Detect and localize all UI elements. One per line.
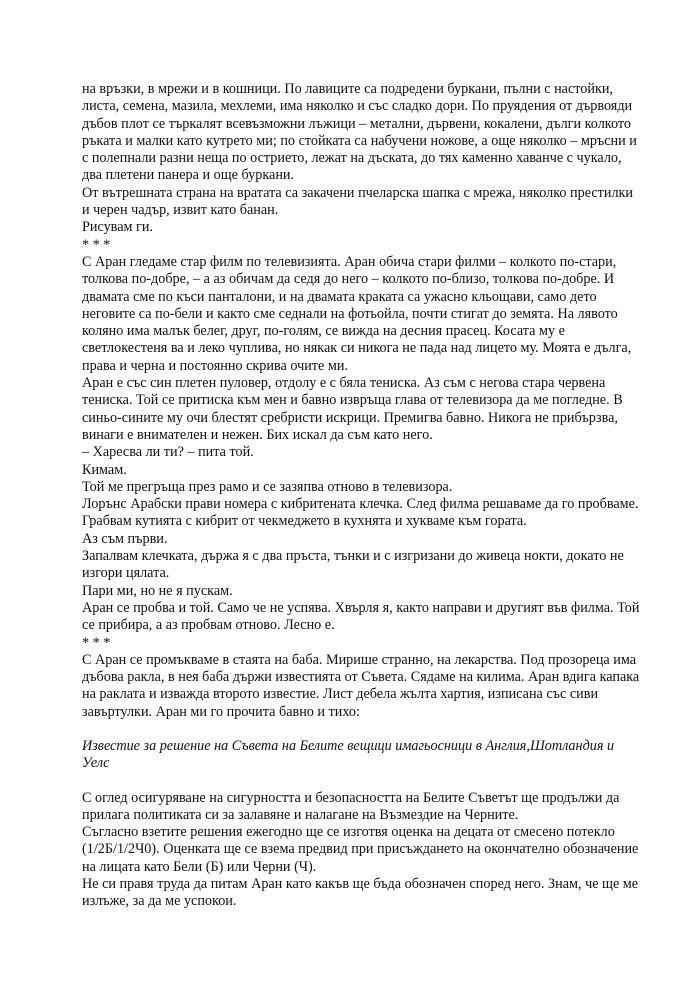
paragraph-nod: Кимам. bbox=[82, 461, 127, 478]
notice-title: Известие за решение на Съвета на Белите вещици имагьосници в Англия,Шотландия и Уелс bbox=[82, 737, 615, 772]
paragraph-old-film: С Аран гледаме стар филм по телевизията. Аран обича стари филми – колкото по-стари, толкова по-добре, – а аз обичам да седя до него – колкото по-близо, толкова по-добре. И двамата сме по къси панталони, и на двамата краката са ужасно кльощави, само дето неговите са по-бели и както сме седнали на фотьойла, почти стигат до земята. На лявото коляно има малък белег, друг, по-голям, се вижда на десния прасец. Косата му е светлокестеня ва и леко чуплива, но някак си никога не пада над лицето му. Моята е дълга, права и черна и постоянно скрива очите ми. bbox=[82, 253, 632, 374]
paragraph-lawrence: Лорънс Арабски прави номера с кибритената клечка. След филма решаваме да го пробваме. Грабвам кутията с кибрит от чекмеджето в кухнята и хукваме към гората. bbox=[82, 496, 639, 530]
paragraph-first: Аз съм първи. bbox=[82, 530, 168, 547]
paragraph-burns: Пари ми, но не я пускам. bbox=[82, 582, 233, 599]
paragraph-door: От вътрешната страна на вратата са закачени пчеларска шапка с мрежа, няколко престилки и черен чадър, извит като банан. bbox=[82, 184, 634, 219]
spacer bbox=[82, 773, 642, 790]
paragraph-closing: Не си правя труда да питам Аран като какъв ще бъда обозначен според него. Знам, че ще ме излъже, за да ме успокои. bbox=[82, 876, 639, 910]
paragraph-match: Запалвам клечката, държа я с два пръста, тънки и с изгризани до живеца нокти, докато не изгори цялата. bbox=[82, 548, 624, 582]
section-separator: * * * bbox=[82, 236, 111, 253]
body-text bbox=[82, 81, 642, 911]
dialogue-line: – Харесва ли ти? – пита той. bbox=[82, 444, 254, 461]
notice-paragraph: Съгласно взетите решения ежегодно ще се изготвя оценка на децата от смесено потекло (1/2Б/1/2Ч0). Оценката ще се взема предвид при присъждането на окончателно обозначение на лицата като Бели (Б) или Черни (Ч). bbox=[82, 824, 639, 875]
paragraph-drawing: Рисувам ги. bbox=[82, 219, 153, 236]
paragraph-arran-tries: Аран се пробва и той. Само че не успява. Хвърля я, както направи и другият във филма. Той се прибира, а аз пробвам отново. Лесно е. bbox=[82, 599, 640, 634]
notice-paragraph: С оглед осигуряване на сигурността и безопасността на Белите Съветът ще продължи да прилага политиката си за залавяне и налагане на Възмездие на Черните. bbox=[82, 789, 620, 823]
paragraph-shelves: на връзки, в мрежи и в кошници. По лавиците са подредени буркани, пълни с настойки, листа, семена, мазила, мехлеми, има няколко и със сладко дори. По пруядения от дървояди дъбов плот се търкалят всевъзможни лъжици – метални, дървени, кокалени, дълги колкото ръката и малки като кутрето ми; по стойката са набучени ножове, а още няколко – мръсни и с полепнали разни неща по острието, лежат на дъската, до тях каменно хаванче с чукало, два плетени панера и още буркани. bbox=[82, 81, 637, 184]
spacer bbox=[82, 721, 642, 738]
paragraph-hug: Той ме прегръща през рамо и се зазяпва отново в телевизора. bbox=[82, 478, 453, 495]
paragraph-grandma-room: С Аран се промъкваме в стаята на баба. Мирише странно, на лекарства. Под прозореца има дъбова ракла, в нея баба държи известията от Съвета. Сядаме на килима. Аран вдига капака на раклата и изважда второто известие. Лист дебела жълта хартия, изписана със сиви завъртулки. Аран ми го прочита бавно и тихо: bbox=[82, 651, 640, 720]
paragraph-sweater: Аран е със син плетен пуловер, отдолу е с бяла тениска. Аз съм с негова стара червена тениска. Той се притиска към мен и бавно извръща глава от телевизора да ме погледне. В синьо-сините му очи блестят сребристи искрици. Премигва бавно. Никога не прибързва, винаги е внимателен и нежен. Бих искал да съм като него. bbox=[82, 375, 623, 443]
section-separator: * * * bbox=[82, 634, 111, 651]
